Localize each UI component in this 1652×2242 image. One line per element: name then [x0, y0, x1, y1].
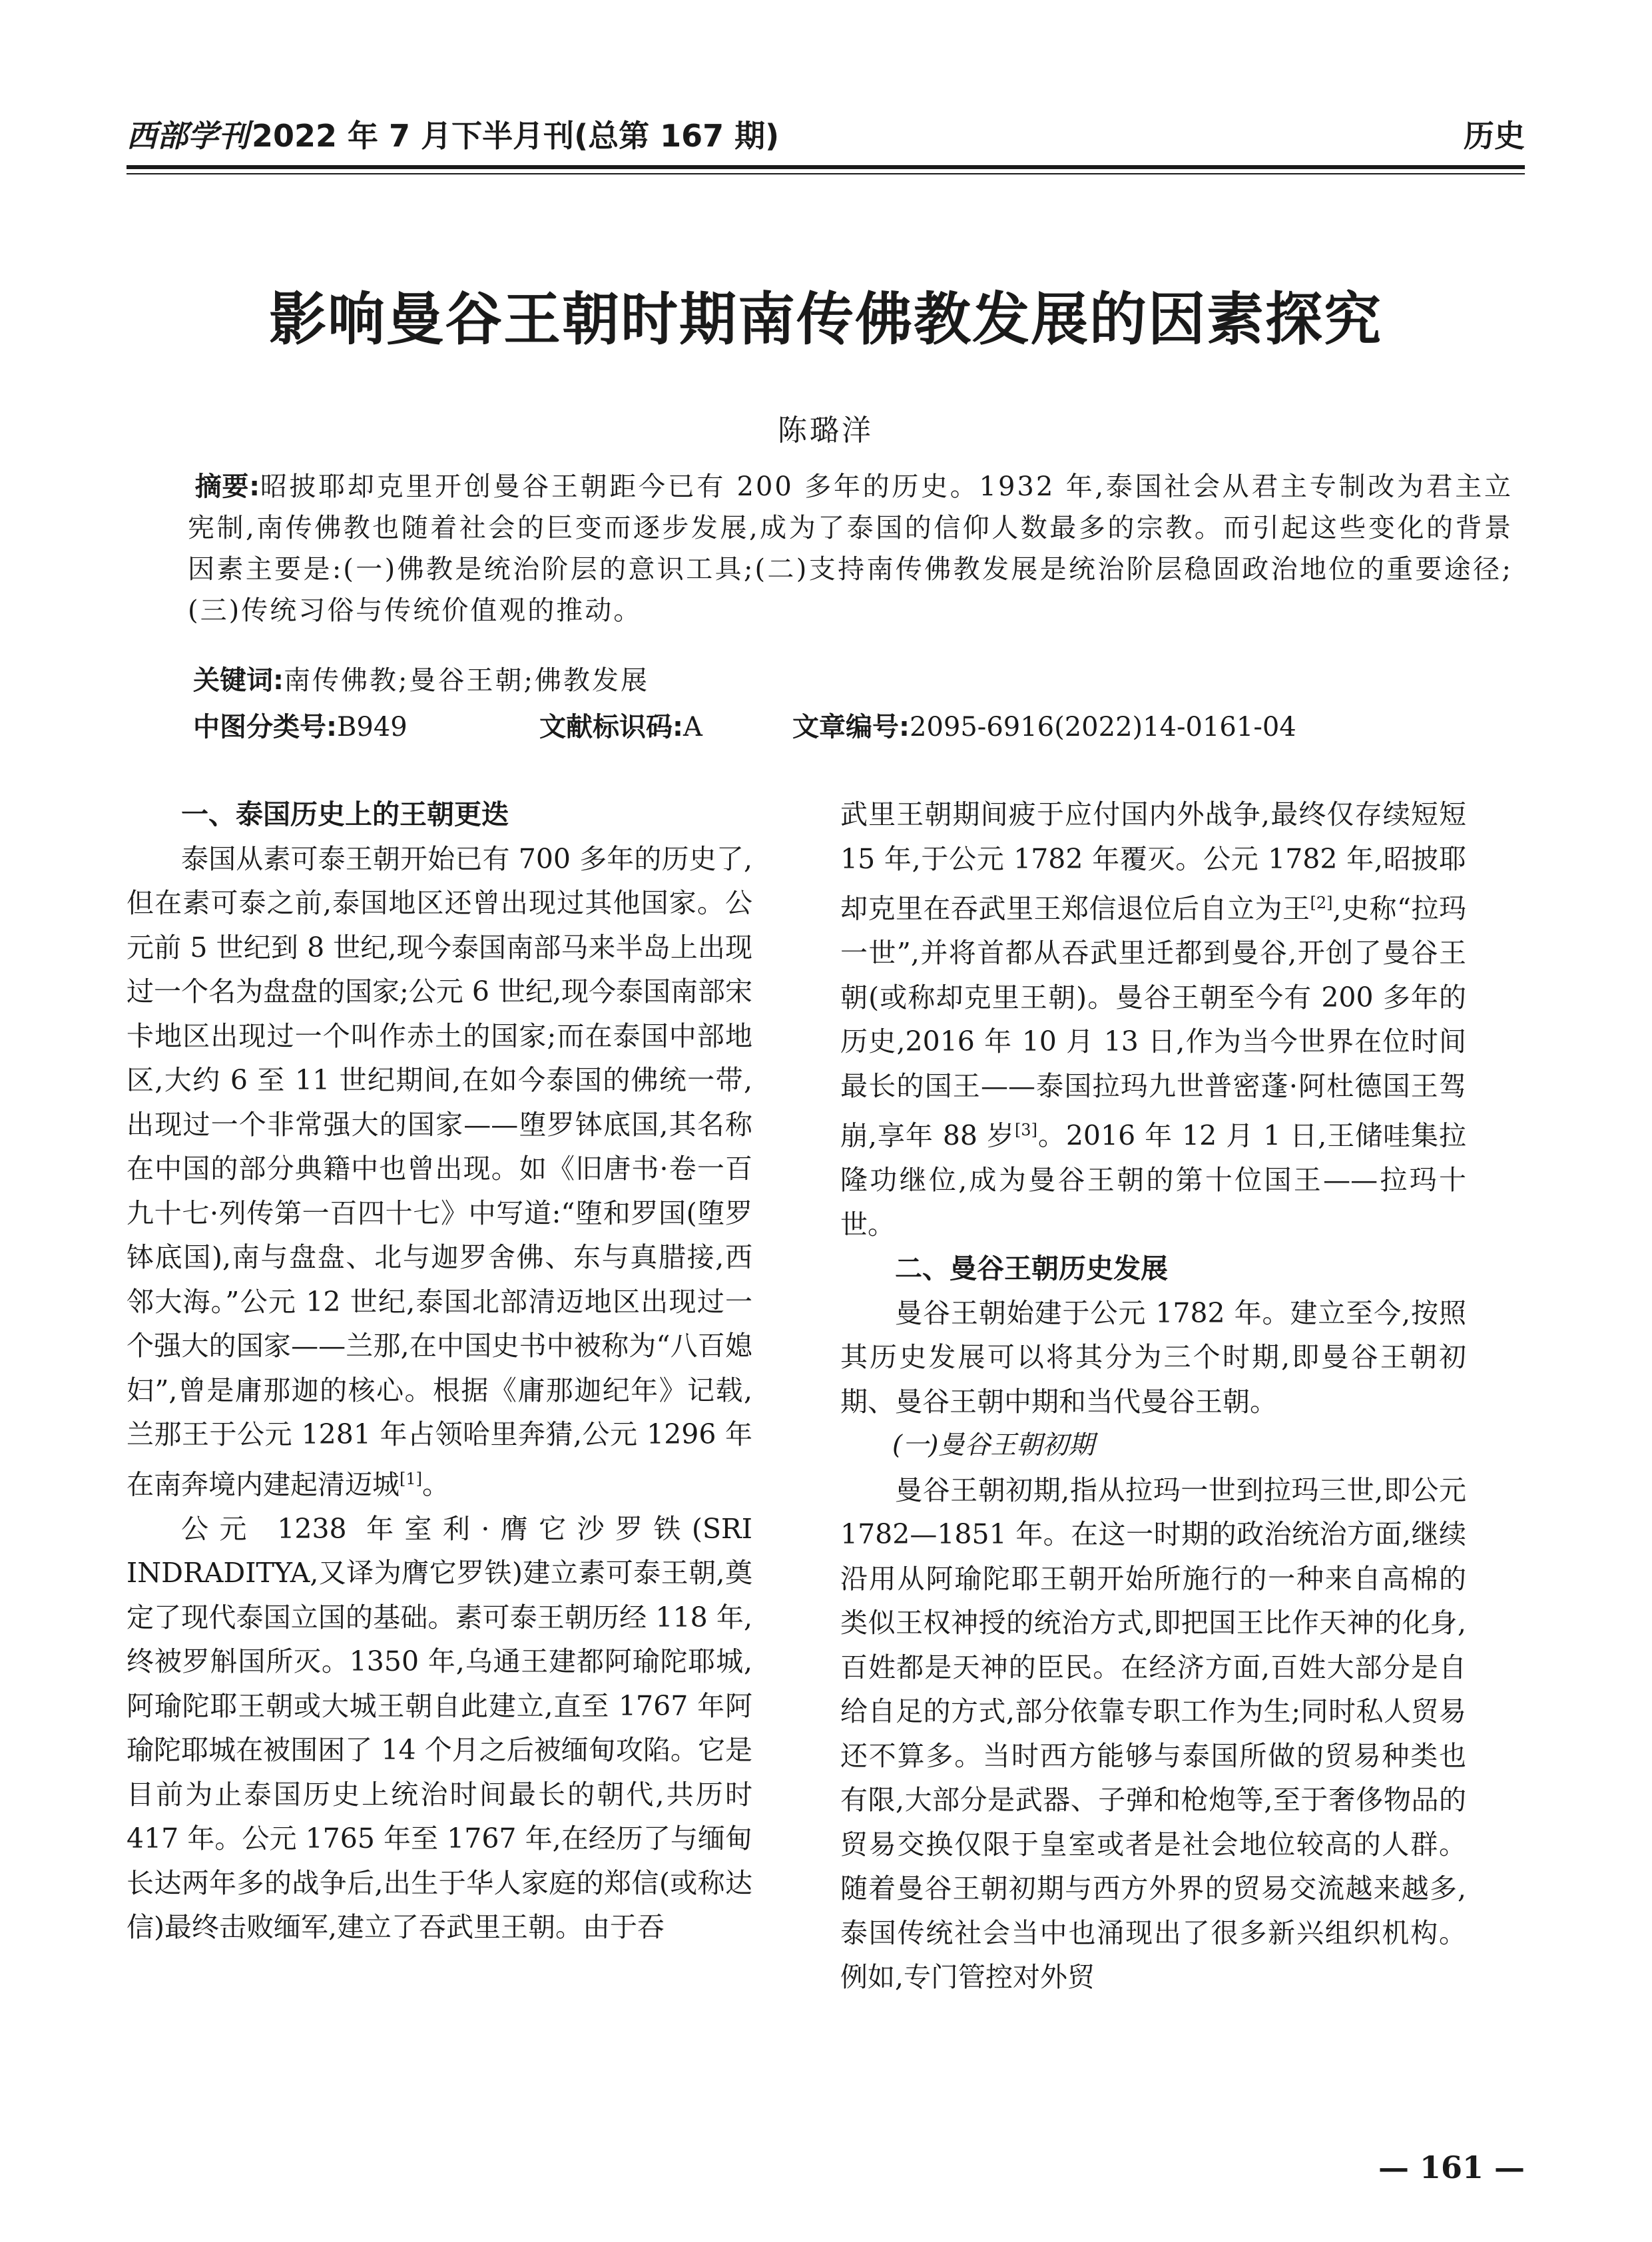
paragraph-text: 泰国从素可泰王朝开始已有 700 多年的历史了,但在素可泰之前,泰国地区还曾出现过其他国家。公元前 5 世纪到 8 世纪,现今泰国南部马来半岛上出现过一个名为盘盘的国家;公元 6 世纪,现今泰国南部宋卡地区出现过一个叫作赤土的国家;而在泰国中部地区,大约 6 至 11 世纪期间,在如今泰国的佛统一带,出现过一个非常强大的国家——堕罗钵底国,其名称在中国的部分典籍中也曾出现。如《旧唐书·卷一百九十七·列传第一百四十七》中写道:“堕和罗国(堕罗钵底国),南与盘盘、北与迦罗舍佛、东与真腊接,西邻大海。”公元 12 世纪,泰国北部清迈地区出现过一个强大的国家——兰那,在中国史书中被称为“八百媳妇”,曾是庸那迦的核心。根据《庸那迦纪年》记载,兰那王于公元 1281 年占领哈里奔猜,公元 1296 年在南奔境内建起清迈城 — [127, 842, 752, 1501]
clc-value: B949 — [337, 712, 408, 742]
paragraph-continued — [840, 792, 1466, 1247]
article-title: 影响曼谷王朝时期南传佛教发展的因素探究 — [269, 286, 1382, 353]
citation-ref: [2] — [1310, 894, 1333, 912]
subsection-heading: (一)曼谷王朝初期 — [892, 1430, 1095, 1461]
paragraph — [840, 1291, 1466, 1424]
paragraph-text: 武里王朝期间疲于应付国内外战争,最终仅存续短短 15 年,于公元 1782 年覆灭。公元 1782 年,昭披耶却克里在吞武里王郑信退位后自立为王 — [840, 798, 1466, 925]
keywords-label: 关键词: — [193, 665, 284, 696]
citation-ref: [3] — [1014, 1121, 1037, 1140]
section-name: 历史 — [1464, 118, 1525, 154]
issue-info: 2022 年 7 月下半月刊(总第 167 期) — [252, 118, 780, 154]
paragraph-text: 。2016 年 12 月 1 日,王储哇集拉隆功继位,成为曼谷王朝的第十位国王——拉玛十世。 — [840, 1119, 1466, 1241]
header-rule-thin — [127, 173, 1525, 174]
body-column-right — [840, 792, 1466, 2000]
section-heading-2: 二、曼谷王朝历史发展 — [895, 1253, 1168, 1285]
body-column-left — [127, 792, 752, 1950]
header-rule — [127, 165, 1525, 169]
paragraph-text: 公元 1238 年室利·膺它沙罗铁(SRI INDRADITYA,又译为膺它罗铁)建立素可泰王朝,奠定了现代泰国立国的基础。素可泰王朝历经 118 年,终被罗斛国所灭。1350 年,乌通王建都阿瑜陀耶城,阿瑜陀耶王朝或大城王朝自此建立,直至 1767 年阿瑜陀耶城在被围困了 14 个月之后被缅甸攻陷。它是目前为止泰国历史上统治时间最长的朝代,共历时 417 年。公元 1765 年至 1767 年,在经历了与缅甸长达两年多的战争后,出生于华人家庭的郑信(或称达信)最终击败缅军,建立了吞武里王朝。由于吞 — [127, 1512, 752, 1944]
clc-label: 中图分类号: — [193, 712, 337, 742]
article-no-value: 2095-6916(2022)14-0161-04 — [910, 712, 1296, 742]
doc-code-label: 文献标识码: — [539, 712, 683, 742]
paragraph-text: 曼谷王朝初期,指从拉玛一世到拉玛三世,即公元 1782—1851 年。在这一时期的政治统治方面,继续沿用从阿瑜陀耶王朝开始所施行的一种来自高棉的类似王权神授的统治方式,即把国王比作天神的化身,百姓都是天神的臣民。在经济方面,百姓大部分是自给自足的方式,部分依靠专职工作为生;同时私人贸易还不算多。当时西方能够与泰国所做的贸易种类也有限,大部分是武器、子弹和枪炮等,至于奢侈物品的贸易交换仅限于皇室或者是社会地位较高的人群。随着曼谷王朝初期与西方外界的贸易交流越来越多,泰国传统社会当中也涌现出了很多新兴组织机构。例如,专门管控对外贸 — [840, 1474, 1466, 1994]
article-no-label: 文章编号: — [792, 712, 910, 742]
citation-ref: [1] — [400, 1469, 422, 1488]
abstract-label: 摘要: — [194, 471, 260, 502]
paragraph — [127, 837, 752, 1507]
section-heading-1: 一、泰国历史上的王朝更迭 — [181, 798, 509, 830]
paragraph-end: 。 — [422, 1468, 449, 1501]
paragraph — [127, 1507, 752, 1950]
paragraph-text: ,史称“拉玛一世”,并将首都从吞武里迁都到曼谷,开创了曼谷王朝(或称却克里王朝)。曼谷王朝至今有 200 多年的历史,2016 年 10 月 13 日,作为当今世界在位时间最长的国王——泰国拉玛九世普密蓬·阿杜德国王驾崩,享年 88 岁 — [840, 892, 1466, 1152]
paragraph-text: 曼谷王朝始建于公元 1782 年。建立至今,按照其历史发展可以将其分为三个时期,即曼谷王朝初期、曼谷王朝中期和当代曼谷王朝。 — [840, 1296, 1466, 1418]
abstract — [188, 466, 1513, 631]
doc-code-value: A — [683, 712, 702, 742]
page-number: — 161 — — [1378, 2149, 1525, 2185]
article-author: 陈璐洋 — [778, 414, 874, 447]
running-header — [127, 112, 1525, 158]
keywords — [193, 659, 649, 697]
journal-issue — [127, 112, 779, 156]
keywords-text: 南传佛教;曼谷王朝;佛教发展 — [284, 665, 649, 696]
paragraph — [840, 1468, 1466, 2000]
article-number — [792, 706, 1296, 744]
classification-line — [193, 706, 1525, 746]
clc-number — [193, 706, 408, 744]
journal-logo: 西部学刊 — [127, 118, 249, 154]
abstract-text: 昭披耶却克里开创曼谷王朝距今已有 200 多年的历史。1932 年,泰国社会从君主专制改为君主立宪制,南传佛教也随着社会的巨变而逐步发展,成为了泰国的信仰人数最多的宗教。而引起这些变化的背景因素主要是:(一)佛教是统治阶层的意识工具;(二)支持南传佛教发展是统治阶层稳固政治地位的重要途径;(三)传统习俗与传统价值观的推动。 — [188, 471, 1513, 626]
document-code — [539, 706, 702, 744]
